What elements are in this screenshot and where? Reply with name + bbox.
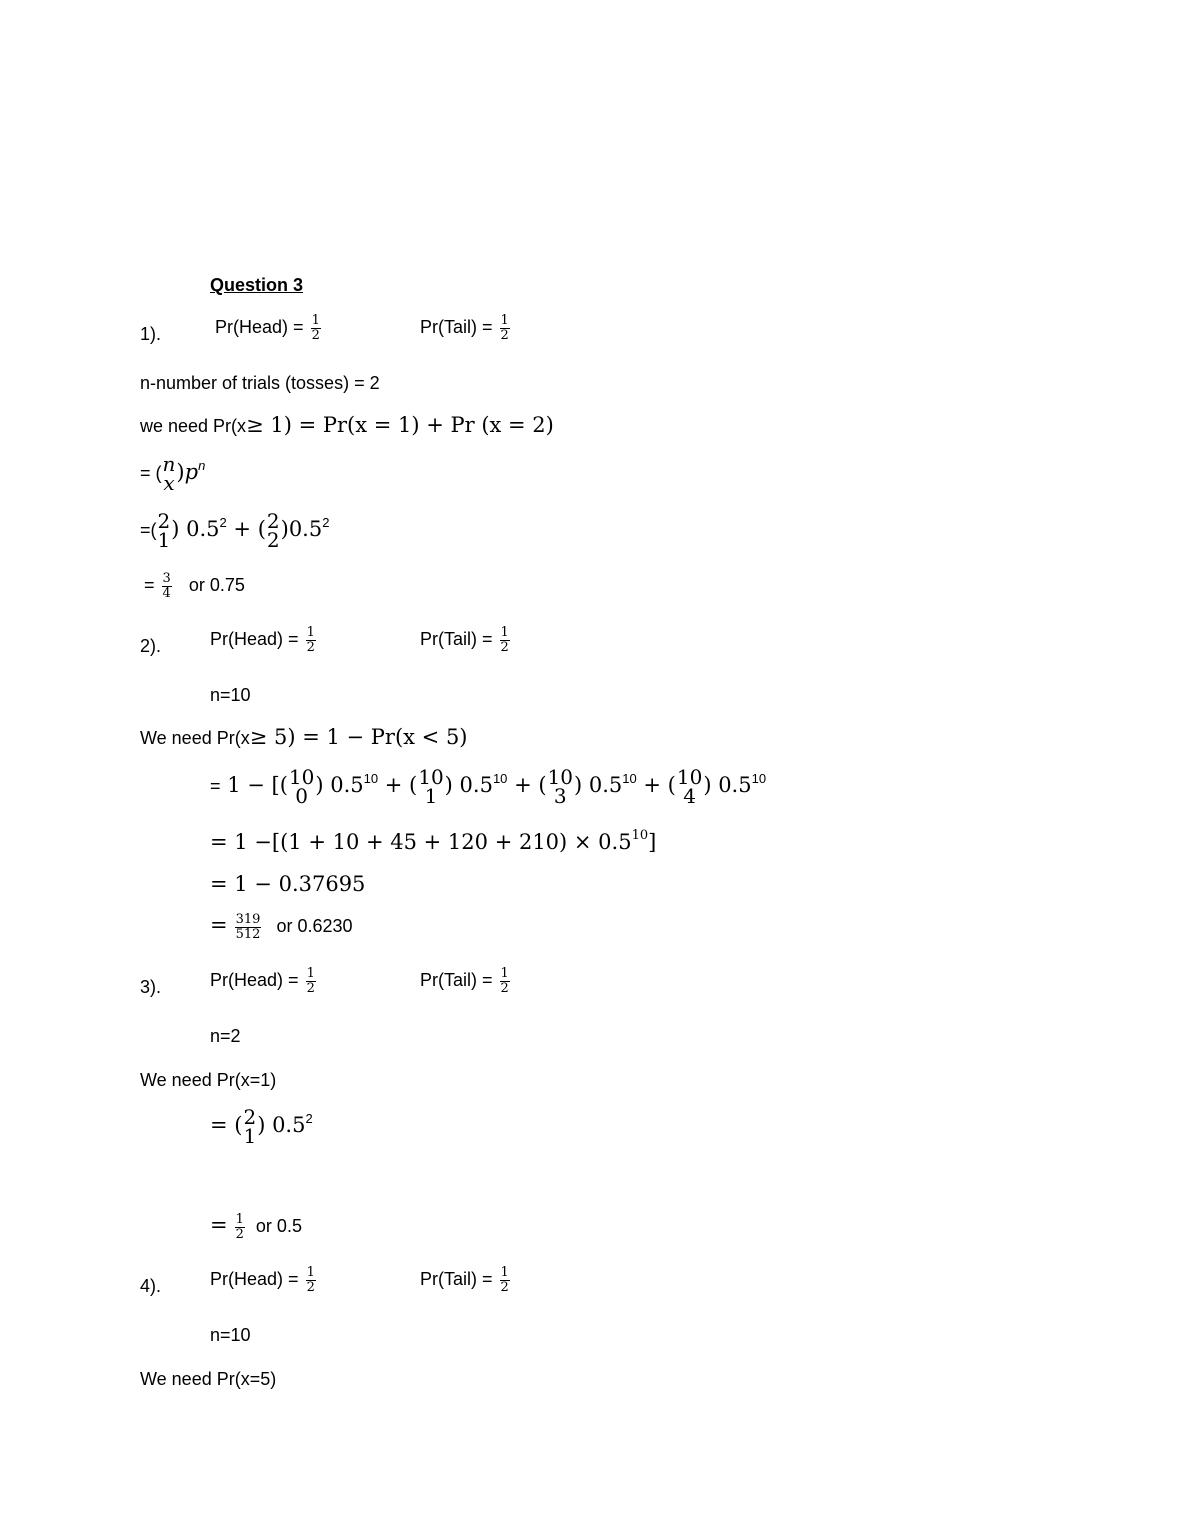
q1-result-num: 3 <box>162 571 171 586</box>
q1-formula-x: x <box>163 471 175 495</box>
q3-binom-top: 2 <box>243 1105 257 1129</box>
q2-term-mid-4: ) 0.5 <box>703 772 752 797</box>
q1-trials: n-number of trials (tosses) = 2 <box>140 373 380 393</box>
q2-line1 <box>210 765 767 808</box>
q2-binom-10-4-bot: 4 <box>683 784 696 808</box>
q3-pr-head <box>210 967 318 995</box>
q3-result-eq: = <box>210 1212 228 1237</box>
q3-tail-frac-num: 1 <box>500 966 509 981</box>
q2-line3: = 1 − 0.37695 <box>210 872 366 896</box>
q4-head-fraction <box>306 1266 316 1294</box>
q3-calc-eq: = ( <box>210 1112 243 1137</box>
q2-pr-head-label: Pr(Head) = <box>210 628 299 649</box>
q1-tail-frac-den: 2 <box>500 327 509 343</box>
q1-pr-tail-label: Pr(Tail) = <box>420 316 493 337</box>
q4-head-frac-den: 2 <box>306 1279 315 1295</box>
q2-head-frac-den: 2 <box>306 639 315 655</box>
q1-head-frac-num: 1 <box>311 313 320 328</box>
q1-formula-n: n <box>162 452 176 476</box>
q2-result-den: 512 <box>235 926 261 942</box>
q2-line1-start: 1 − [( <box>220 772 288 797</box>
q2-term-mid-0: ) 0.5 <box>315 772 364 797</box>
q2-result <box>210 913 353 941</box>
q4-need: We need Pr(x=5) <box>140 1369 277 1389</box>
q2-binom-10-3-top: 10 <box>547 765 573 789</box>
q2-line2 <box>210 828 657 854</box>
q3-result <box>210 1213 302 1241</box>
q1-formula <box>140 452 206 495</box>
q4-head-frac-num: 1 <box>306 1265 315 1280</box>
q2-term-plus-1: + ( <box>378 772 418 797</box>
q1-result-den: 4 <box>162 585 171 601</box>
q1-calc-mid2: )0.5 <box>280 516 323 541</box>
q1-pr-tail <box>420 314 512 342</box>
q2-binom-10-1 <box>417 765 444 808</box>
q2-binom-10-0-bot: 0 <box>295 784 308 808</box>
q4-tail-frac-den: 2 <box>500 1279 509 1295</box>
q4-pr-head <box>210 1266 318 1294</box>
q1-formula-p: p <box>184 459 199 484</box>
q3-tail-frac-den: 2 <box>500 980 509 996</box>
q3-number: 3). <box>140 977 162 997</box>
q1-need-prefix: we need Pr(x <box>140 416 247 436</box>
q1-pr-head-label: Pr(Head) = <box>215 316 304 337</box>
q2-binom-10-4 <box>676 765 703 808</box>
q3-result-num: 1 <box>235 1212 244 1227</box>
q2-tail-frac-num: 1 <box>500 625 509 640</box>
q2-head-fraction <box>306 626 316 654</box>
q4-tail-fraction <box>500 1266 510 1294</box>
q1-head-fraction <box>311 314 321 342</box>
q2-n: n=10 <box>210 685 251 705</box>
q2-binom-10-0-top: 10 <box>288 765 315 789</box>
q2-number: 2). <box>140 636 162 656</box>
q1-calc <box>140 509 330 552</box>
q4-n: n=10 <box>210 1325 251 1345</box>
q2-line2-expr: = 1 −[(1 + 10 + 45 + 120 + 210) × 0.5 <box>210 830 632 854</box>
q3-pr-tail <box>420 967 512 995</box>
q4-pr-tail-label: Pr(Tail) = <box>420 1268 493 1289</box>
q3-head-frac-num: 1 <box>306 966 315 981</box>
q1-tail-frac-num: 1 <box>500 313 509 328</box>
q1-pr-head <box>215 314 323 342</box>
q2-binom-10-0 <box>288 765 315 808</box>
q2-need-expr: ≥ 5) = 1 − Pr(x < 5) <box>249 725 468 749</box>
q3-pr-head-label: Pr(Head) = <box>210 969 299 990</box>
q1-tail-fraction <box>500 314 510 342</box>
q3-binom-bot: 1 <box>243 1124 257 1148</box>
q1-binom-2-2 <box>266 509 281 552</box>
q3-calc <box>210 1105 313 1148</box>
q1-calc-exp1: 2 <box>219 514 227 530</box>
q1-result <box>144 572 245 600</box>
q2-pr-tail <box>420 626 512 654</box>
q2-binom-10-3-bot: 3 <box>553 784 567 808</box>
q4-pr-head-label: Pr(Head) = <box>210 1268 299 1289</box>
q1-result-or: or 0.75 <box>188 574 245 595</box>
q3-pr-tail-label: Pr(Tail) = <box>420 969 493 990</box>
q2-result-fraction <box>235 913 262 941</box>
q2-term-plus-4: + ( <box>636 772 676 797</box>
q4-tail-frac-num: 1 <box>500 1265 509 1280</box>
q4-pr-tail <box>420 1266 512 1294</box>
q1-formula-eq: = ( <box>140 462 162 483</box>
q2-pr-head <box>210 626 318 654</box>
q2-result-or: or 0.6230 <box>276 915 353 936</box>
q2-binom-10-4-top: 10 <box>676 765 703 789</box>
q3-calc-exp: 2 <box>305 1110 313 1126</box>
q1-binom-2-2-top: 2 <box>266 509 280 533</box>
q2-term-exp-0: 10 <box>363 770 379 786</box>
q1-calc-plus: + ( <box>226 516 266 541</box>
q1-binom-2-2-bot: 2 <box>266 528 280 552</box>
q1-binom-2-1 <box>157 509 172 552</box>
q2-term-mid-3: ) 0.5 <box>574 772 623 797</box>
q2-binom-10-1-top: 10 <box>418 765 444 789</box>
q2-binom-10-3 <box>547 765 574 808</box>
q1-calc-exp2: 2 <box>322 514 330 530</box>
q2-term-exp-1: 10 <box>492 770 508 786</box>
q3-head-fraction <box>306 967 316 995</box>
q2-need-prefix: We need Pr(x <box>140 728 250 748</box>
q2-line2-exp: 10 <box>631 828 649 843</box>
q1-calc-eq: =( <box>140 519 157 540</box>
q2-binom-10-1-bot: 1 <box>424 784 438 808</box>
q3-n: n=2 <box>210 1026 241 1046</box>
q2-line2-end: ] <box>648 830 657 854</box>
q2-pr-tail-label: Pr(Tail) = <box>420 628 493 649</box>
q1-calc-mid1: ) 0.5 <box>171 516 220 541</box>
q1-formula-binom <box>162 452 177 495</box>
q1-binom-2-1-bot: 1 <box>157 528 171 552</box>
q1-number: 1). <box>140 324 162 344</box>
q2-term-mid-1: ) 0.5 <box>444 772 493 797</box>
q1-result-fraction <box>162 572 172 600</box>
question-title: Question 3 <box>210 275 304 295</box>
q1-need-expr: ≥ 1) = Pr(x = 1) + Pr (x = 2) <box>246 413 554 437</box>
q2-term-exp-3: 10 <box>622 770 637 786</box>
q3-head-frac-den: 2 <box>306 980 315 996</box>
q3-need: We need Pr(x=1) <box>140 1070 277 1090</box>
q1-result-eq: = <box>144 574 155 595</box>
q2-need-line <box>140 727 468 748</box>
q2-tail-frac-den: 2 <box>500 639 509 655</box>
q3-tail-fraction <box>500 967 510 995</box>
q2-result-num: 319 <box>235 912 261 927</box>
q2-term-exp-4: 10 <box>751 770 767 786</box>
q2-line1-eq: = <box>210 775 221 796</box>
q2-tail-fraction <box>500 626 510 654</box>
q2-term-plus-3: + ( <box>507 772 547 797</box>
q2-head-frac-num: 1 <box>306 625 315 640</box>
q3-calc-mid: ) 0.5 <box>257 1112 306 1137</box>
q3-result-den: 2 <box>235 1226 244 1242</box>
q1-head-frac-den: 2 <box>311 327 320 343</box>
q3-binom-2-1 <box>242 1105 257 1148</box>
q1-need-line <box>140 415 554 436</box>
q2-result-eq: = <box>210 912 228 937</box>
q3-result-or: or 0.5 <box>255 1215 302 1236</box>
q1-binom-2-1-top: 2 <box>157 509 171 533</box>
q4-number: 4). <box>140 1276 162 1296</box>
q3-result-fraction <box>235 1213 245 1241</box>
q1-formula-exp: n <box>198 457 206 473</box>
q1-formula-close: ) <box>176 459 185 484</box>
